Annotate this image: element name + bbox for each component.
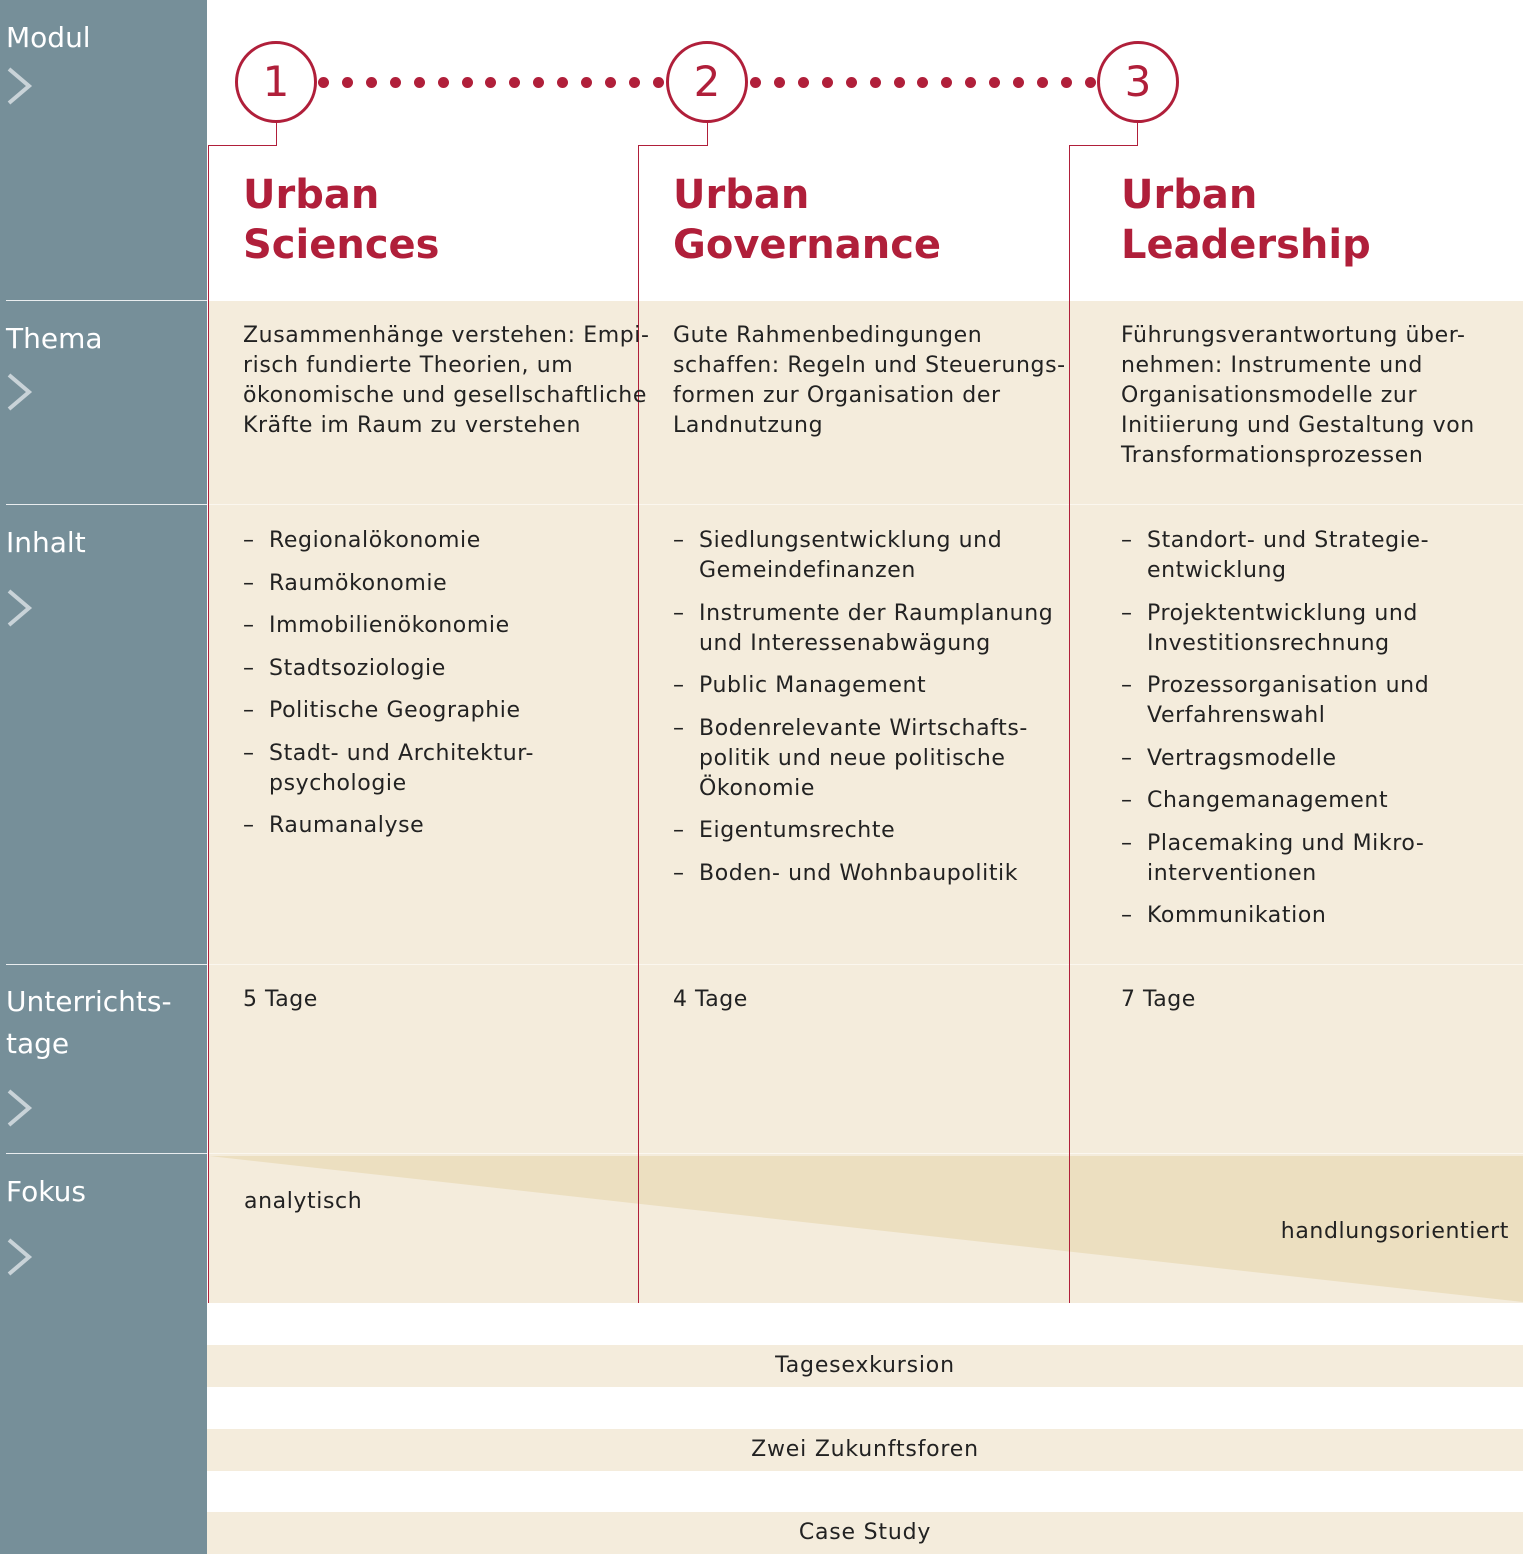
module-contents-1	[243, 526, 633, 854]
row-label-modul: Modul	[6, 21, 91, 54]
list-item: – Public Management	[673, 673, 927, 698]
list-item: – Bodenrelevante Wirtschafts- politik und neue politische Ökonomie	[673, 715, 1028, 801]
theme-line: Organisationsmodelle zur	[1121, 383, 1418, 408]
list-item: – Stadt- und Architektur- psychologie	[243, 740, 535, 796]
list-item: – Instrumente der Raumplanung und Interessenabwägung	[673, 600, 1054, 656]
column-line-3	[1069, 145, 1070, 1303]
list-item: – Raumökonomie	[243, 570, 448, 596]
module-title-line: Urban	[673, 172, 810, 218]
row-label-inhalt: Inhalt	[6, 526, 86, 559]
row-divider	[6, 300, 207, 301]
chevron-right-icon	[6, 588, 34, 628]
list-item: – Changemanagement	[1121, 788, 1389, 813]
module-days-2: 4 Tage	[673, 987, 748, 1012]
list-item: – Boden- und Wohnbaupolitik	[673, 860, 1019, 886]
theme-line: nehmen: Instrumente und	[1121, 353, 1423, 378]
module-title-3	[1121, 170, 1371, 270]
connector-3	[1069, 145, 1137, 146]
connector-2	[638, 145, 707, 146]
chevron-right-icon	[6, 1237, 34, 1277]
row-divider	[209, 504, 1523, 505]
module-title-line: Urban	[1121, 172, 1258, 218]
list-item: – Prozessorganisation und Verfahrenswahl	[1121, 673, 1430, 728]
theme-line: risch fundierte Theorien, um	[243, 353, 574, 378]
module-theme-1	[243, 321, 650, 441]
row-label-unterrichtstage-1: Unterrichts-	[6, 985, 172, 1018]
module-title-line: Sciences	[243, 222, 440, 268]
focus-label-left: analytisch	[244, 1189, 363, 1214]
theme-line: Gute Rahmenbedingungen	[673, 323, 983, 348]
list-item: – Stadtsoziologie	[243, 655, 446, 681]
dotted-connector-2-3	[750, 76, 1096, 88]
column-line-1	[208, 145, 209, 1303]
module-title-1	[243, 170, 439, 270]
list-item: – Raumanalyse	[243, 813, 425, 838]
row-divider	[6, 1153, 207, 1154]
row-label-unterrichtstage-2: tage	[6, 1027, 70, 1060]
row-label-thema: Thema	[6, 322, 103, 355]
dotted-connector-1-2	[318, 76, 664, 88]
theme-line: Landnutzung	[673, 413, 824, 438]
chevron-right-icon	[6, 372, 34, 412]
module-number-2: 2	[666, 41, 748, 123]
row-divider	[6, 504, 207, 505]
module-theme-2	[673, 321, 1066, 441]
list-item: – Projektentwicklung und Investitionsrechnung	[1121, 600, 1418, 656]
chevron-right-icon	[6, 66, 34, 106]
list-item: – Vertragsmodelle	[1121, 745, 1337, 771]
list-item: – Kommunikation	[1121, 903, 1327, 928]
module-title-line: Urban	[243, 172, 380, 218]
bottom-bar-zukunftsforen: Zwei Zukunftsforen	[207, 1429, 1523, 1471]
list-item: – Siedlungsentwicklung und Gemeindefinanzen	[673, 528, 1003, 583]
theme-line: schaffen: Regeln und Steuerungs-	[673, 353, 1066, 378]
theme-line: Initiierung und Gestaltung von	[1121, 413, 1475, 438]
list-item: – Regionalökonomie	[243, 528, 481, 553]
row-label-sidebar	[0, 0, 207, 1554]
list-item: – Eigentumsrechte	[673, 818, 896, 843]
module-title-line: Governance	[673, 222, 942, 268]
module-contents-2	[673, 526, 1063, 901]
theme-line: Transformationsprozessen	[1121, 443, 1424, 468]
focus-label-right: handlungsorientiert	[1280, 1219, 1509, 1244]
module-number-1: 1	[235, 41, 317, 123]
theme-line: ökonomische und gesellschaftliche	[243, 383, 647, 408]
theme-line: formen zur Organisation der	[673, 383, 1001, 408]
module-days-3: 7 Tage	[1121, 987, 1196, 1012]
row-label-fokus: Fokus	[6, 1175, 86, 1208]
module-contents-3	[1121, 526, 1516, 944]
module-days-1: 5 Tage	[243, 987, 318, 1012]
list-item: – Placemaking und Mikro- interventionen	[1121, 830, 1425, 886]
list-item: – Standort- und Strategie- entwicklung	[1121, 528, 1430, 583]
chevron-right-icon	[6, 1088, 34, 1128]
module-title-2	[673, 170, 941, 270]
bottom-bar-tagesexkursion: Tagesexkursion	[207, 1345, 1523, 1387]
list-item: – Politische Geographie	[243, 698, 521, 723]
row-divider	[209, 964, 1523, 965]
row-divider	[6, 964, 207, 965]
list-item: – Immobilienökonomie	[243, 613, 510, 638]
theme-line: Führungsverantwortung über-	[1121, 323, 1466, 348]
bottom-bar-case-study: Case Study	[207, 1512, 1523, 1554]
module-theme-3	[1121, 321, 1475, 471]
module-title-line: Leadership	[1121, 222, 1371, 268]
module-number-3: 3	[1097, 41, 1179, 123]
connector-1	[208, 145, 276, 146]
theme-line: Zusammenhänge verstehen: Empi-	[243, 323, 650, 348]
theme-line: Kräfte im Raum zu verstehen	[243, 413, 581, 438]
column-line-2	[638, 145, 639, 1303]
